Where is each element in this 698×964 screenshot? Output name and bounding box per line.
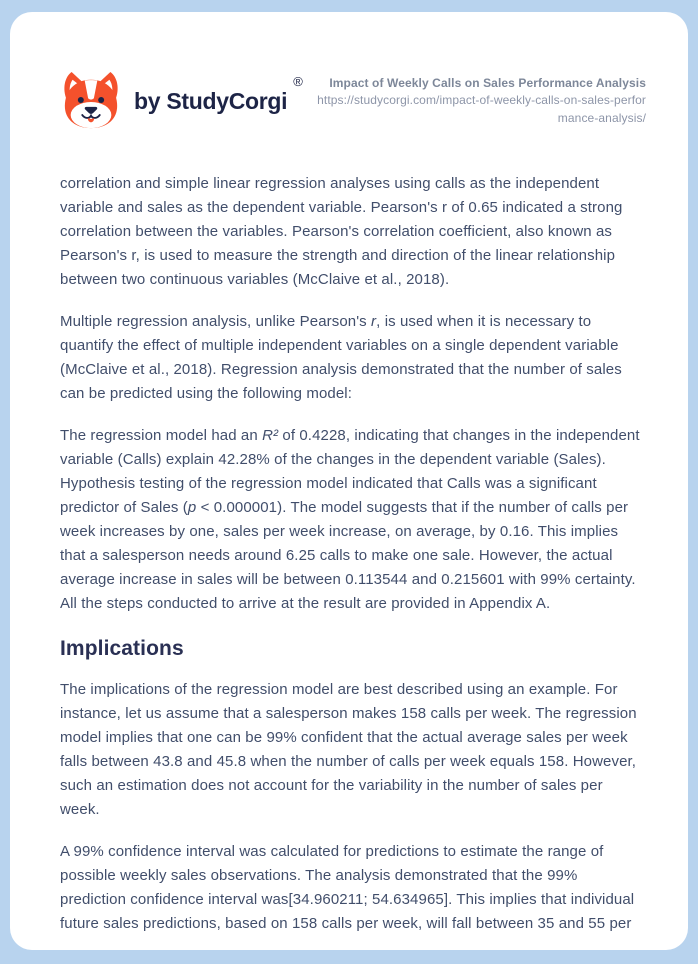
article-body <box>60 172 646 936</box>
document-card <box>10 12 688 950</box>
paragraph: A 99% confidence interval was calculated for predictions to estimate the range of possible weekly sales observations. The analysis demonstrated that the 99% prediction confidence interval was[34.960211; 54.634965]. This implies that individual future sales predictions, based on 158 calls per week, will fall between 35 and 55 per <box>60 843 635 932</box>
paragraph: The regression model had an R² of 0.4228, indicating that changes in the independent variable (Calls) explain 42.28% of the changes in the dependent variable (Sales). Hypothesis testing of the regression model indicated that Calls was a significant predictor of Sales (p < 0.000001). The model suggests that if the number of calls per week increases by one, sales per week increase, on average, by 0.16. This implies that a salesperson needs around 6.25 calls to make one sale. However, the actual average increase in sales will be between 0.113544 and 0.215601 with 99% certainty. All the steps conducted to arrive at the result are provided in Appendix A. <box>60 427 640 612</box>
header <box>60 70 646 132</box>
document-meta <box>311 75 646 127</box>
section-heading: Implications <box>60 637 184 660</box>
paragraph: Multiple regression analysis, unlike Pearson's r, is used when it is necessary to quantify the effect of multiple independent variables on a single dependent variable (McClaive et al., 2018). Regression analysis demonstrated that the number of sales can be predicted using the following model: <box>60 313 622 402</box>
paragraph: correlation and simple linear regression analyses using calls as the independent variable and sales as the dependent variable. Pearson's r of 0.65 indicated a strong correlation between the variables. Pearson's correlation coefficient, also known as Pearson's r, is used to measure the strength and direction of the linear relationship between two continuous variables (McClaive et al., 2018). <box>60 175 623 288</box>
document-title: Impact of Weekly Calls on Sales Performance Analysis <box>329 75 646 90</box>
document-url-link[interactable]: https://studycorgi.com/impact-of-weekly-calls-on-sales-performance-analysis/ <box>317 93 646 125</box>
brand-name: by StudyCorgi <box>134 87 288 114</box>
corgi-face-icon <box>60 70 122 132</box>
paragraph: The implications of the regression model are best described using an example. For instance, let us assume that a salesperson makes 158 calls per week. The regression model implies that one can be 99% confident that the actual average sales per week falls between 43.8 and 45.8 when the number of calls per week equals 158. However, such an estimation does not account for the variability in the number of sales per week. <box>60 681 637 818</box>
studycorgi-logo-link[interactable] <box>60 70 303 132</box>
registered-trademark: ® <box>293 74 303 89</box>
